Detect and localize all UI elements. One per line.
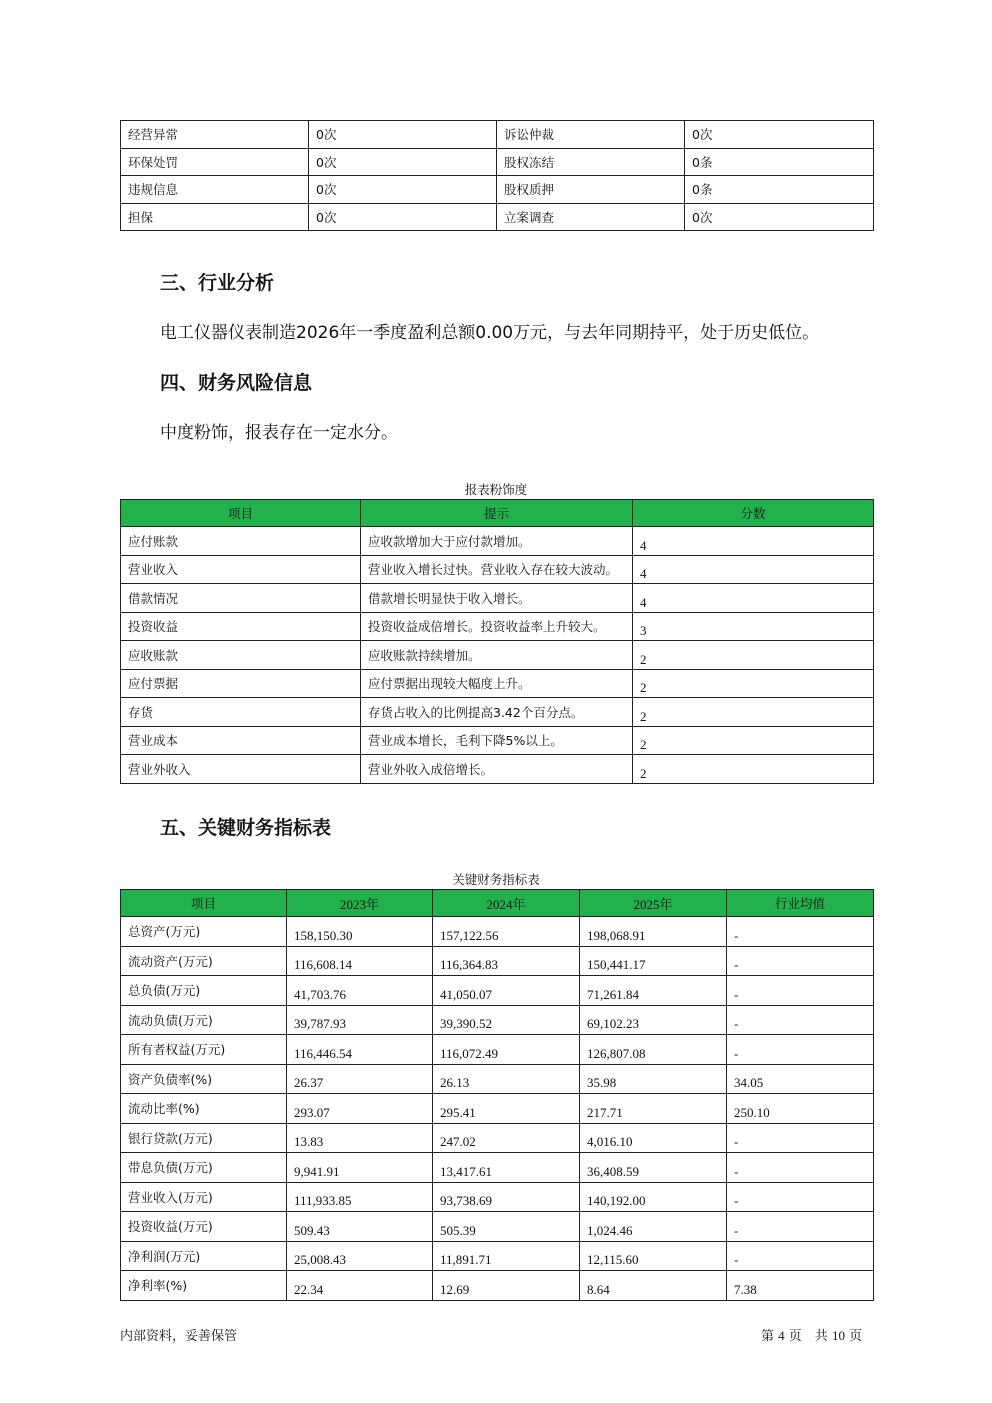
industry-average-cell: - <box>727 917 874 947</box>
item-cell: 存货 <box>121 698 361 727</box>
value-2023-cell: 116,446.54 <box>287 1035 433 1065</box>
metric-name-cell: 投资收益(万元) <box>121 1212 287 1242</box>
table-row <box>121 555 874 584</box>
metric-name-cell: 流动资产(万元) <box>121 946 287 976</box>
item-cell: 借款情况 <box>121 584 361 613</box>
value-2025-cell: 4,016.10 <box>580 1123 727 1153</box>
metric-name-cell: 资产负债率(%) <box>121 1064 287 1094</box>
table-row <box>121 669 874 698</box>
value-2025-cell: 69,102.23 <box>580 1005 727 1035</box>
industry-average-cell: - <box>727 1035 874 1065</box>
hint-cell: 投资收益成倍增长。投资收益率上升较大。 <box>361 612 633 641</box>
value-2023-cell: 41,703.76 <box>287 976 433 1006</box>
value-2024-cell: 13,417.61 <box>433 1153 580 1183</box>
industry-average-cell: - <box>727 1005 874 1035</box>
risk-value: 0次 <box>685 203 874 231</box>
hint-cell: 存货占收入的比例提高3.42个百分点。 <box>361 698 633 727</box>
risk-label: 立案调查 <box>497 203 685 231</box>
metric-name-cell: 所有者权益(万元) <box>121 1035 287 1065</box>
table-row <box>121 1005 874 1035</box>
value-2024-cell: 41,050.07 <box>433 976 580 1006</box>
page-suffix: 页 <box>849 1329 863 1344</box>
table-row <box>121 1153 874 1183</box>
footer-page-number <box>761 1325 862 1344</box>
table-row <box>121 1241 874 1271</box>
risk-label: 违规信息 <box>121 176 309 204</box>
table-row <box>121 1182 874 1212</box>
metric-name-cell: 带息负债(万元) <box>121 1153 287 1183</box>
page-current: 4 <box>778 1328 785 1343</box>
score-cell: 2 <box>633 641 874 670</box>
table-row <box>121 1271 874 1301</box>
table-row <box>121 148 874 176</box>
table-row <box>121 755 874 784</box>
table-row <box>121 1212 874 1242</box>
item-cell: 应收账款 <box>121 641 361 670</box>
metric-name-cell: 流动负债(万元) <box>121 1005 287 1035</box>
table-row <box>121 698 874 727</box>
hint-cell: 营业收入增长过快。营业收入存在较大波动。 <box>361 555 633 584</box>
risk-value: 0次 <box>309 121 497 149</box>
table-row <box>121 612 874 641</box>
value-2025-cell: 140,192.00 <box>580 1182 727 1212</box>
risk-label: 股权冻结 <box>497 148 685 176</box>
value-2024-cell: 157,122.56 <box>433 917 580 947</box>
table-row <box>121 584 874 613</box>
value-2025-cell: 198,068.91 <box>580 917 727 947</box>
item-cell: 应付票据 <box>121 669 361 698</box>
score-cell: 2 <box>633 726 874 755</box>
value-2023-cell: 13.83 <box>287 1123 433 1153</box>
risk-value: 0次 <box>309 203 497 231</box>
value-2024-cell: 26.13 <box>433 1064 580 1094</box>
value-2024-cell: 247.02 <box>433 1123 580 1153</box>
header-score: 分数 <box>633 500 874 527</box>
value-2023-cell: 116,608.14 <box>287 946 433 976</box>
value-2024-cell: 93,738.69 <box>433 1182 580 1212</box>
hint-cell: 营业成本增长，毛利下降5%以上。 <box>361 726 633 755</box>
section-heading-industry: 三、行业分析 <box>160 272 275 294</box>
value-2024-cell: 12.69 <box>433 1271 580 1301</box>
value-2024-cell: 505.39 <box>433 1212 580 1242</box>
risk-value: 0次 <box>309 148 497 176</box>
item-cell: 营业成本 <box>121 726 361 755</box>
industry-average-cell: 34.05 <box>727 1064 874 1094</box>
hint-cell: 借款增长明显快于收入增长。 <box>361 584 633 613</box>
hint-cell: 应收款增加大于应付款增加。 <box>361 527 633 556</box>
header-item: 项目 <box>121 890 287 917</box>
value-2025-cell: 8.64 <box>580 1271 727 1301</box>
table-row <box>121 121 874 149</box>
value-2025-cell: 12,115.60 <box>580 1241 727 1271</box>
value-2023-cell: 39,787.93 <box>287 1005 433 1035</box>
industry-average-cell: 250.10 <box>727 1094 874 1124</box>
header-hint: 提示 <box>361 500 633 527</box>
value-2023-cell: 158,150.30 <box>287 917 433 947</box>
whitewash-table-caption: 报表粉饰度 <box>464 482 528 497</box>
industry-analysis-text: 电工仪器仪表制造2026年一季度盈利总额0.00万元，与去年同期持平，处于历史低位。 <box>160 323 820 343</box>
metric-name-cell: 总负债(万元) <box>121 976 287 1006</box>
score-cell: 4 <box>633 584 874 613</box>
table-row <box>121 176 874 204</box>
financial-risk-text: 中度粉饰，报表存在一定水分。 <box>160 423 398 443</box>
score-cell: 2 <box>633 698 874 727</box>
header-2025: 2025年 <box>580 890 727 917</box>
hint-cell: 应收账款持续增加。 <box>361 641 633 670</box>
header-2023: 2023年 <box>287 890 433 917</box>
value-2024-cell: 116,364.83 <box>433 946 580 976</box>
risk-label: 环保处罚 <box>121 148 309 176</box>
value-2025-cell: 1,024.46 <box>580 1212 727 1242</box>
value-2023-cell: 293.07 <box>287 1094 433 1124</box>
table-row <box>121 203 874 231</box>
value-2023-cell: 26.37 <box>287 1064 433 1094</box>
industry-average-cell: - <box>727 1212 874 1242</box>
table-row <box>121 1035 874 1065</box>
score-cell: 4 <box>633 555 874 584</box>
value-2025-cell: 71,261.84 <box>580 976 727 1006</box>
page-prefix: 第 <box>761 1329 775 1344</box>
value-2023-cell: 25,008.43 <box>287 1241 433 1271</box>
industry-average-cell: - <box>727 1182 874 1212</box>
table-row <box>121 641 874 670</box>
table-row <box>121 1123 874 1153</box>
value-2023-cell: 111,933.85 <box>287 1182 433 1212</box>
metric-name-cell: 银行贷款(万元) <box>121 1123 287 1153</box>
score-cell: 2 <box>633 669 874 698</box>
metric-name-cell: 净利率(%) <box>121 1271 287 1301</box>
metric-name-cell: 流动比率(%) <box>121 1094 287 1124</box>
whitewash-table <box>120 499 874 784</box>
industry-average-cell: - <box>727 1153 874 1183</box>
risk-value: 0条 <box>685 148 874 176</box>
metric-name-cell: 总资产(万元) <box>121 917 287 947</box>
value-2025-cell: 35.98 <box>580 1064 727 1094</box>
table-row <box>121 726 874 755</box>
header-item: 项目 <box>121 500 361 527</box>
metric-name-cell: 营业收入(万元) <box>121 1182 287 1212</box>
value-2024-cell: 39,390.52 <box>433 1005 580 1035</box>
header-2024: 2024年 <box>433 890 580 917</box>
item-cell: 投资收益 <box>121 612 361 641</box>
score-cell: 3 <box>633 612 874 641</box>
industry-average-cell: - <box>727 1123 874 1153</box>
value-2025-cell: 150,441.17 <box>580 946 727 976</box>
risk-count-table <box>120 120 874 231</box>
industry-average-cell: - <box>727 946 874 976</box>
metric-name-cell: 净利润(万元) <box>121 1241 287 1271</box>
score-cell: 4 <box>633 527 874 556</box>
item-cell: 应付账款 <box>121 527 361 556</box>
risk-label: 诉讼仲裁 <box>497 121 685 149</box>
industry-average-cell: - <box>727 976 874 1006</box>
section-heading-key-metrics: 五、关键财务指标表 <box>160 817 332 839</box>
risk-label: 股权质押 <box>497 176 685 204</box>
value-2025-cell: 126,807.08 <box>580 1035 727 1065</box>
table-row <box>121 527 874 556</box>
item-cell: 营业外收入 <box>121 755 361 784</box>
page-total: 10 <box>831 1328 845 1343</box>
value-2023-cell: 22.34 <box>287 1271 433 1301</box>
finance-table-caption: 关键财务指标表 <box>452 872 540 887</box>
table-row <box>121 1064 874 1094</box>
value-2025-cell: 36,408.59 <box>580 1153 727 1183</box>
header-industry-average: 行业均值 <box>727 890 874 917</box>
table-row <box>121 917 874 947</box>
value-2024-cell: 295.41 <box>433 1094 580 1124</box>
hint-cell: 应付票据出现较大幅度上升。 <box>361 669 633 698</box>
section-heading-financial-risk: 四、财务风险信息 <box>160 372 313 394</box>
value-2025-cell: 217.71 <box>580 1094 727 1124</box>
risk-value: 0条 <box>685 176 874 204</box>
risk-value: 0次 <box>309 176 497 204</box>
score-cell: 2 <box>633 755 874 784</box>
risk-label: 经营异常 <box>121 121 309 149</box>
value-2023-cell: 509.43 <box>287 1212 433 1242</box>
finance-table <box>120 889 874 1301</box>
hint-cell: 营业外收入成倍增长。 <box>361 755 633 784</box>
risk-value: 0次 <box>685 121 874 149</box>
table-row <box>121 976 874 1006</box>
value-2023-cell: 9,941.91 <box>287 1153 433 1183</box>
table-row <box>121 946 874 976</box>
page-mid: 页 共 <box>788 1329 828 1344</box>
risk-label: 担保 <box>121 203 309 231</box>
item-cell: 营业收入 <box>121 555 361 584</box>
industry-average-cell: 7.38 <box>727 1271 874 1301</box>
value-2024-cell: 116,072.49 <box>433 1035 580 1065</box>
value-2024-cell: 11,891.71 <box>433 1241 580 1271</box>
footer-confidential: 内部资料，妥善保管 <box>120 1329 238 1344</box>
table-row <box>121 1094 874 1124</box>
industry-average-cell: - <box>727 1241 874 1271</box>
